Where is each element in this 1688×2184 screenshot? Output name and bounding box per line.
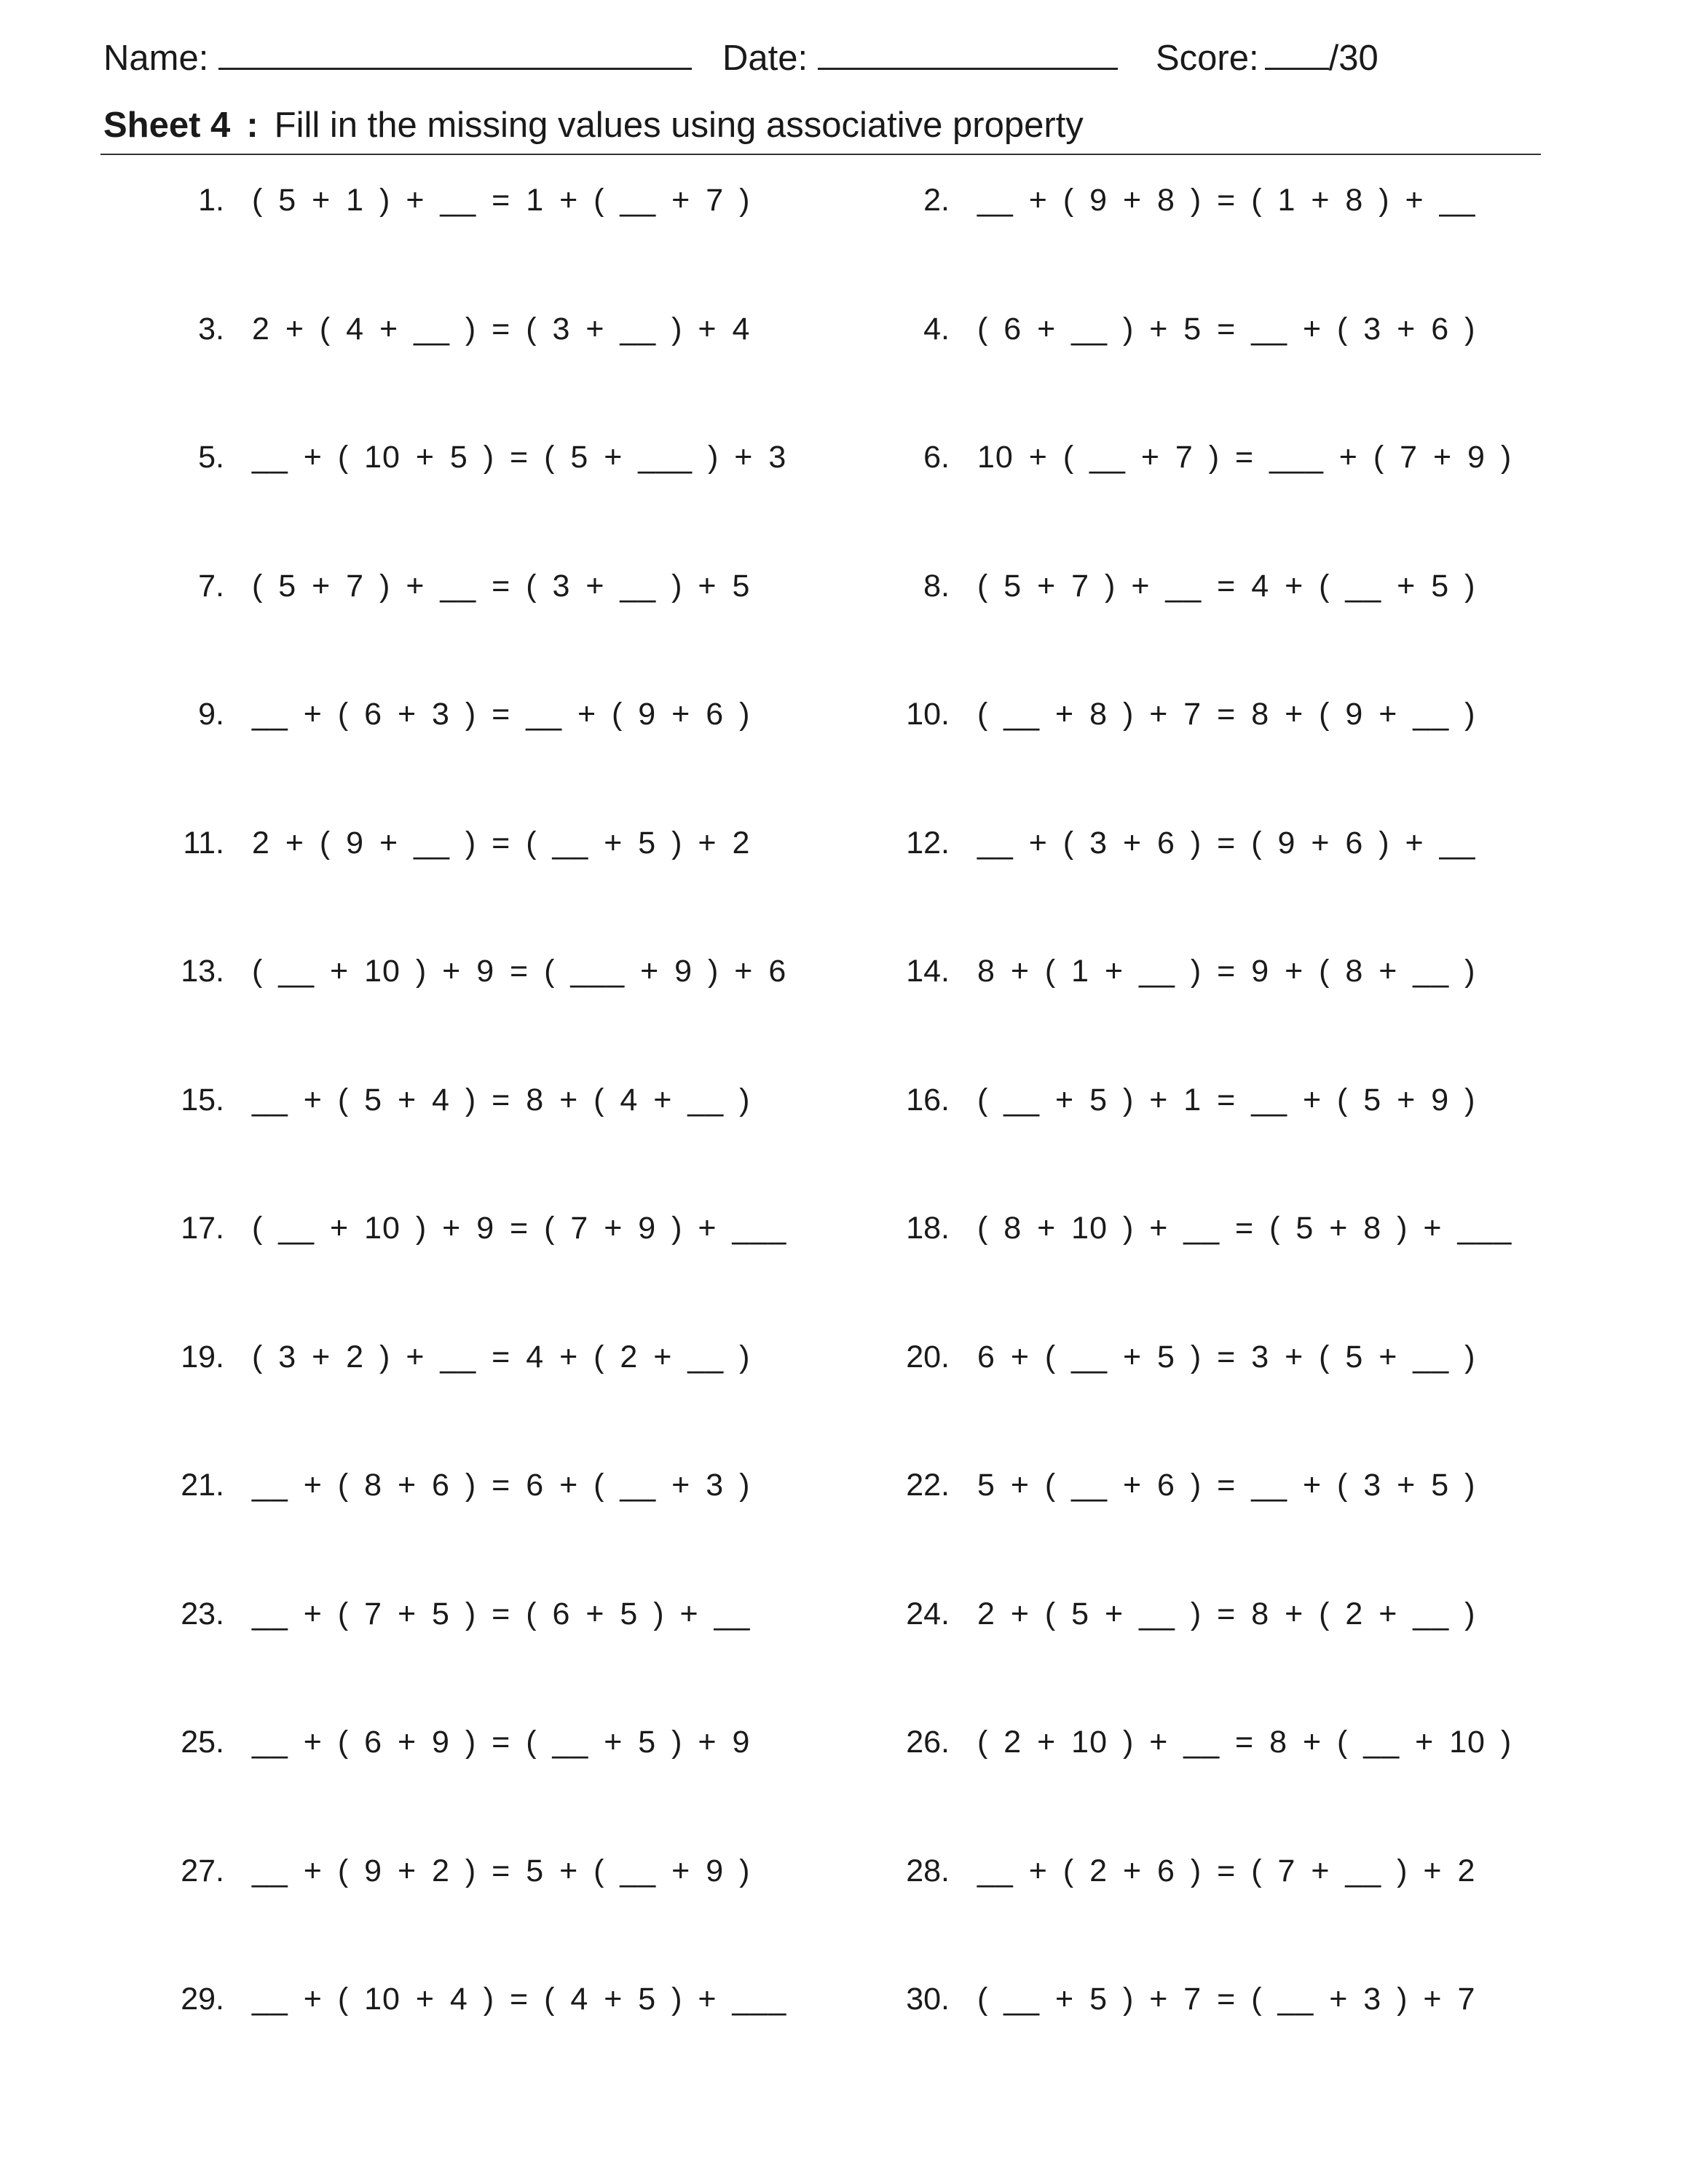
problem-number: 19. — [181, 1339, 224, 1374]
problem-3[interactable] — [157, 307, 750, 351]
problem-21[interactable] — [157, 1463, 750, 1507]
problem-expression[interactable]: ( __ + 10 ) + 9 = ( 7 + 9 ) + ___ — [252, 1211, 787, 1246]
problem-expression[interactable]: __ + ( 7 + 5 ) = ( 6 + 5 ) + __ — [252, 1596, 751, 1631]
problem-number: 7. — [198, 568, 224, 604]
problem-expression[interactable]: ( 2 + 10 ) + __ = 8 + ( __ + 10 ) — [977, 1725, 1513, 1760]
problem-expression[interactable]: ( __ + 8 ) + 7 = 8 + ( 9 + __ ) — [977, 697, 1476, 732]
problem-expression[interactable]: __ + ( 3 + 6 ) = ( 9 + 6 ) + __ — [977, 825, 1476, 860]
problem-16[interactable] — [883, 1078, 1475, 1122]
sheet-label: Sheet 4 — [103, 106, 231, 145]
problem-number: 10. — [906, 697, 950, 732]
instruction-text: Fill in the missing values using associative property — [274, 106, 1084, 145]
problem-expression[interactable]: ( 5 + 1 ) + __ = 1 + ( __ + 7 ) — [252, 183, 751, 218]
date-field — [722, 38, 1118, 79]
problem-number: 9. — [198, 697, 224, 732]
problem-5[interactable] — [157, 435, 786, 479]
problem-6[interactable] — [883, 435, 1512, 479]
problem-expression[interactable]: 2 + ( 4 + __ ) = ( 3 + __ ) + 4 — [252, 311, 751, 347]
problem-expression[interactable]: 6 + ( __ + 5 ) = 3 + ( 5 + __ ) — [977, 1339, 1476, 1374]
problem-number: 17. — [181, 1211, 224, 1246]
date-label: Date: — [722, 39, 808, 78]
problem-26[interactable] — [883, 1720, 1512, 1764]
problem-expression[interactable]: __ + ( 8 + 6 ) = 6 + ( __ + 3 ) — [252, 1468, 751, 1503]
problem-12[interactable] — [883, 821, 1475, 865]
problem-30[interactable] — [883, 1977, 1475, 2021]
problem-number: 1. — [198, 183, 224, 218]
problem-expression[interactable]: __ + ( 6 + 9 ) = ( __ + 5 ) + 9 — [252, 1725, 751, 1760]
title-separator: : — [246, 106, 259, 145]
worksheet-title — [103, 105, 1084, 146]
problem-22[interactable] — [883, 1463, 1475, 1507]
problem-19[interactable] — [157, 1335, 750, 1379]
problem-28[interactable] — [883, 1849, 1475, 1893]
problem-number: 16. — [906, 1082, 950, 1117]
problem-expression[interactable]: ( 3 + 2 ) + __ = 4 + ( 2 + __ ) — [252, 1339, 751, 1374]
problem-8[interactable] — [883, 564, 1475, 608]
name-field — [103, 38, 692, 79]
problem-number: 3. — [198, 311, 224, 347]
problem-2[interactable] — [883, 178, 1475, 222]
problem-number: 14. — [906, 954, 950, 989]
problem-13[interactable] — [157, 949, 786, 993]
score-label: Score: — [1156, 39, 1259, 78]
problem-number: 28. — [906, 1853, 950, 1888]
problem-expression[interactable]: ( 8 + 10 ) + __ = ( 5 + 8 ) + ___ — [977, 1211, 1513, 1246]
problem-number: 29. — [181, 1982, 224, 2017]
problem-20[interactable] — [883, 1335, 1475, 1379]
problem-11[interactable] — [157, 821, 750, 865]
problem-23[interactable] — [157, 1592, 750, 1636]
problem-number: 12. — [906, 825, 950, 860]
problem-expression[interactable]: 10 + ( __ + 7 ) = ___ + ( 7 + 9 ) — [977, 440, 1513, 475]
problem-27[interactable] — [157, 1849, 750, 1893]
problem-expression[interactable]: __ + ( 2 + 6 ) = ( 7 + __ ) + 2 — [977, 1853, 1476, 1888]
problem-number: 21. — [181, 1468, 224, 1503]
problem-number: 6. — [923, 440, 950, 475]
problem-expression[interactable]: ( 5 + 7 ) + __ = 4 + ( __ + 5 ) — [977, 568, 1476, 604]
problem-number: 2. — [923, 183, 950, 218]
problem-4[interactable] — [883, 307, 1475, 351]
problem-number: 30. — [906, 1982, 950, 2017]
problem-expression[interactable]: __ + ( 5 + 4 ) = 8 + ( 4 + __ ) — [252, 1082, 751, 1117]
problem-number: 24. — [906, 1596, 950, 1631]
problem-expression[interactable]: __ + ( 9 + 2 ) = 5 + ( __ + 9 ) — [252, 1853, 751, 1888]
problem-17[interactable] — [157, 1206, 786, 1250]
title-divider — [100, 154, 1541, 155]
problem-10[interactable] — [883, 692, 1475, 736]
score-total: /30 — [1328, 39, 1379, 78]
problem-25[interactable] — [157, 1720, 750, 1764]
problem-number: 22. — [906, 1468, 950, 1503]
problem-expression[interactable]: ( __ + 10 ) + 9 = ( ___ + 9 ) + 6 — [252, 954, 787, 989]
problem-number: 27. — [181, 1853, 224, 1888]
problem-15[interactable] — [157, 1078, 750, 1122]
problem-number: 13. — [181, 954, 224, 989]
date-blank[interactable] — [818, 39, 1118, 70]
problem-expression[interactable]: ( __ + 5 ) + 7 = ( __ + 3 ) + 7 — [977, 1982, 1476, 2017]
problem-number: 23. — [181, 1596, 224, 1631]
problem-expression[interactable]: 5 + ( __ + 6 ) = __ + ( 3 + 5 ) — [977, 1468, 1476, 1503]
problem-number: 25. — [181, 1725, 224, 1760]
problem-7[interactable] — [157, 564, 750, 608]
problem-expression[interactable]: ( __ + 5 ) + 1 = __ + ( 5 + 9 ) — [977, 1082, 1476, 1117]
problem-expression[interactable]: ( 6 + __ ) + 5 = __ + ( 3 + 6 ) — [977, 311, 1476, 347]
problem-number: 15. — [181, 1082, 224, 1117]
problem-9[interactable] — [157, 692, 750, 736]
worksheet-header — [103, 38, 1545, 96]
score-field — [1156, 38, 1379, 79]
problem-expression[interactable]: 2 + ( 5 + __ ) = 8 + ( 2 + __ ) — [977, 1596, 1476, 1631]
problem-number: 11. — [183, 825, 224, 860]
problem-1[interactable] — [157, 178, 750, 222]
problem-29[interactable] — [157, 1977, 786, 2021]
problem-number: 20. — [906, 1339, 950, 1374]
problem-expression[interactable]: __ + ( 6 + 3 ) = __ + ( 9 + 6 ) — [252, 697, 751, 732]
problem-expression[interactable]: __ + ( 9 + 8 ) = ( 1 + 8 ) + __ — [977, 183, 1476, 218]
problem-number: 4. — [923, 311, 950, 347]
problem-expression[interactable]: __ + ( 10 + 5 ) = ( 5 + ___ ) + 3 — [252, 440, 787, 475]
problem-18[interactable] — [883, 1206, 1512, 1250]
problem-24[interactable] — [883, 1592, 1475, 1636]
problem-number: 26. — [906, 1725, 950, 1760]
problem-expression[interactable]: ( 5 + 7 ) + __ = ( 3 + __ ) + 5 — [252, 568, 751, 604]
problem-number: 5. — [198, 440, 224, 475]
problem-number: 18. — [906, 1211, 950, 1246]
name-blank[interactable] — [218, 39, 692, 70]
problem-expression[interactable]: __ + ( 10 + 4 ) = ( 4 + 5 ) + ___ — [252, 1982, 787, 2017]
problem-number: 8. — [923, 568, 950, 604]
name-label: Name: — [103, 39, 209, 78]
problem-14[interactable] — [883, 949, 1475, 993]
problem-expression[interactable]: 8 + ( 1 + __ ) = 9 + ( 8 + __ ) — [977, 954, 1476, 989]
score-blank[interactable] — [1265, 39, 1329, 70]
problem-expression[interactable]: 2 + ( 9 + __ ) = ( __ + 5 ) + 2 — [252, 825, 751, 860]
